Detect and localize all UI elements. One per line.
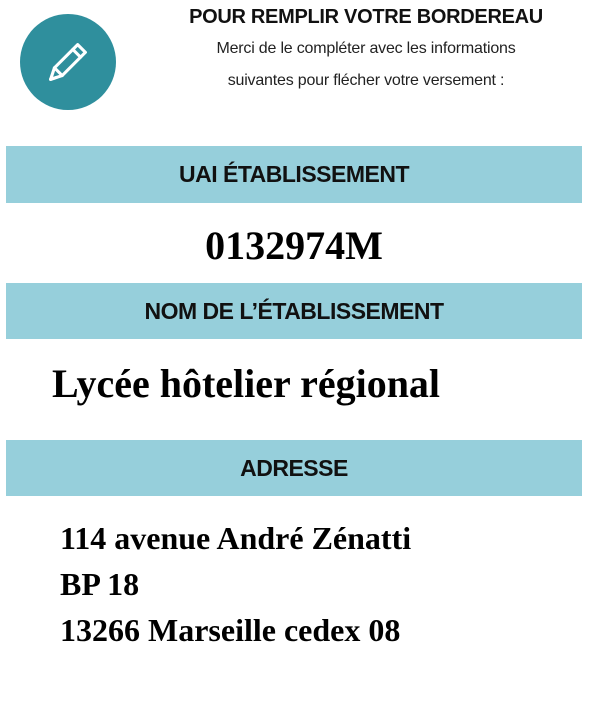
uai-section-label: UAI ÉTABLISSEMENT (6, 146, 582, 203)
uai-code: 0132974M (205, 223, 383, 268)
address-section-label: ADRESSE (6, 440, 582, 496)
address-line-city: 13266 Marseille cedex 08 (60, 612, 401, 648)
form-header (0, 0, 600, 110)
address-line-street: 114 avenue André Zénatti (60, 520, 412, 556)
pencil-icon (39, 33, 97, 91)
school-name-section-label: NOM DE L’ÉTABLISSEMENT (6, 283, 582, 339)
address-line-po-box: BP 18 (60, 566, 140, 602)
header-title: POUR REMPLIR VOTRE BORDEREAU (189, 6, 543, 28)
school-name: Lycée hôtelier régional (52, 361, 441, 406)
pencil-badge (20, 14, 116, 110)
header-subtitle-line2: suivantes pour flécher votre versement : (227, 72, 505, 89)
header-subtitle-line1: Merci de le compléter avec les informations (216, 40, 516, 57)
